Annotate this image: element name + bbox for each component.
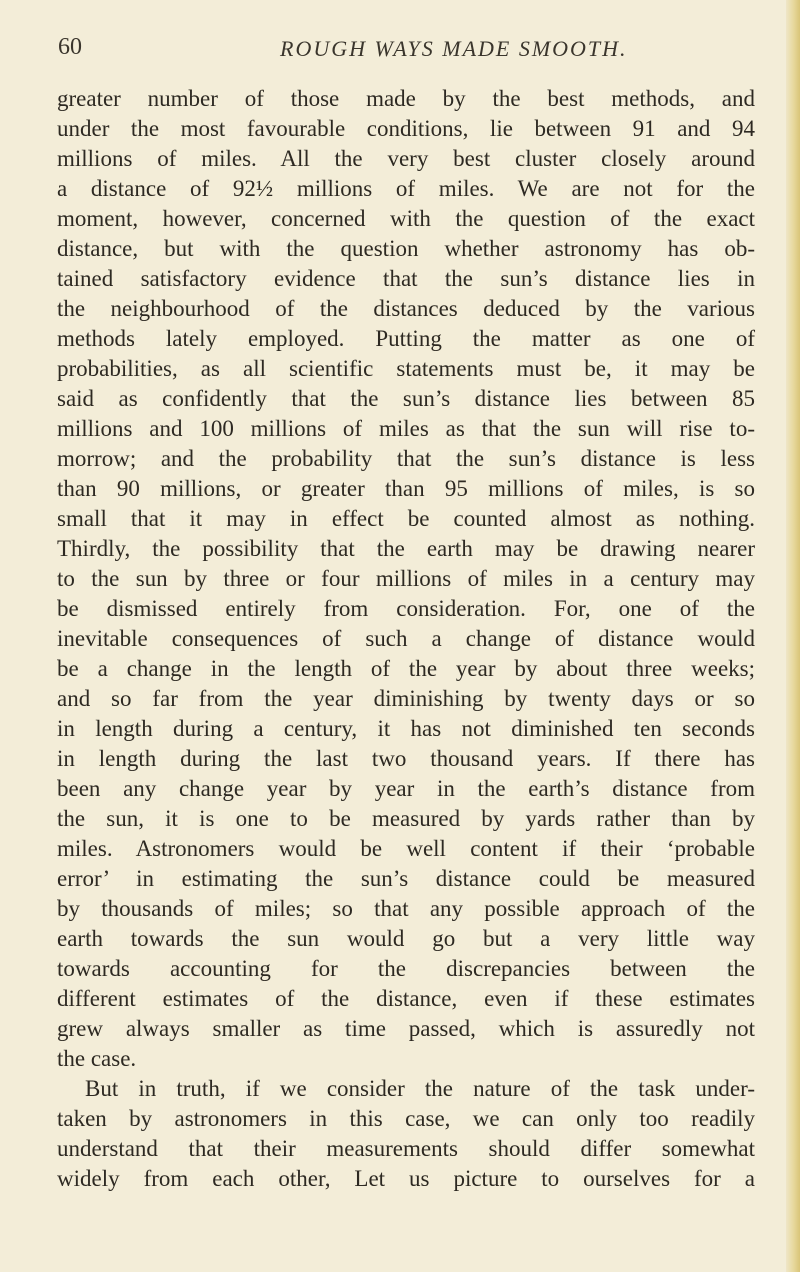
text-line: in length during the last two thousand years. If there has xyxy=(57,746,755,771)
text-line: probabilities, as all scientific statements must be, it may be xyxy=(57,356,755,381)
text-line: taken by astronomers in this case, we can only too readily xyxy=(57,1106,755,1131)
text-line: millions of miles. All the very best cluster closely around xyxy=(57,146,755,171)
text-line: moment, however, concerned with the question of the exact xyxy=(57,206,755,231)
page-number: 60 xyxy=(58,34,82,60)
text-line: and so far from the year diminishing by twenty days or so xyxy=(57,686,755,711)
text-line: Thirdly, the possibility that the earth may be drawing nearer xyxy=(57,536,755,561)
text-line: error’ in estimating the sun’s distance could be measured xyxy=(57,866,755,891)
running-head: ROUGH WAYS MADE SMOOTH. xyxy=(280,36,628,61)
text-line: be a change in the length of the year by about three weeks; xyxy=(57,656,755,681)
text-line: greater number of those made by the best methods, and xyxy=(57,86,755,111)
text-line: distance, but with the question whether astronomy has ob- xyxy=(57,236,755,261)
paragraph-end-line: the case. xyxy=(57,1046,137,1071)
text-line: tained satisfactory evidence that the sun’s distance lies in xyxy=(57,266,755,291)
page-header xyxy=(58,34,748,74)
text-line: been any change year by year in the earth’s distance from xyxy=(57,776,755,801)
text-line: in length during a century, it has not diminished ten seconds xyxy=(57,716,755,741)
text-line: said as confidently that the sun’s distance lies between 85 xyxy=(57,386,755,411)
text-line: grew always smaller as time passed, which is assuredly not xyxy=(57,1016,755,1041)
page-edge xyxy=(786,0,800,1272)
text-line: small that it may in effect be counted almost as nothing. xyxy=(57,506,755,531)
text-line: by thousands of miles; so that any possible approach of the xyxy=(57,896,755,921)
text-line: under the most favourable conditions, lie between 91 and 94 xyxy=(57,116,755,141)
text-line: miles. Astronomers would be well content if their ‘probable xyxy=(57,836,755,861)
text-line: towards accounting for the discrepancies between the xyxy=(57,956,755,981)
text-line: to the sun by three or four millions of miles in a century may xyxy=(57,566,755,591)
text-line: millions and 100 millions of miles as that the sun will rise to- xyxy=(57,416,755,441)
text-line: the neighbourhood of the distances deduced by the various xyxy=(57,296,755,321)
text-line: widely from each other, Let us picture to ourselves for a xyxy=(57,1166,755,1191)
body-text xyxy=(57,84,755,1194)
text-line: a distance of 92½ millions of miles. We are not for the xyxy=(57,176,755,201)
text-line: earth towards the sun would go but a very little way xyxy=(57,926,755,951)
text-line: understand that their measurements should differ somewhat xyxy=(57,1136,755,1161)
text-line: morrow; and the probability that the sun’s distance is less xyxy=(57,446,755,471)
text-line: inevitable consequences of such a change of distance would xyxy=(57,626,755,651)
text-line: be dismissed entirely from consideration. For, one of the xyxy=(57,596,755,621)
text-line: different estimates of the distance, even if these estimates xyxy=(57,986,755,1011)
text-line: than 90 millions, or greater than 95 millions of miles, is so xyxy=(57,476,755,501)
text-line: methods lately employed. Putting the matter as one of xyxy=(57,326,755,351)
text-line: the sun, it is one to be measured by yards rather than by xyxy=(57,806,755,831)
paragraph-start-line: But in truth, if we consider the nature of the task under- xyxy=(85,1076,755,1101)
